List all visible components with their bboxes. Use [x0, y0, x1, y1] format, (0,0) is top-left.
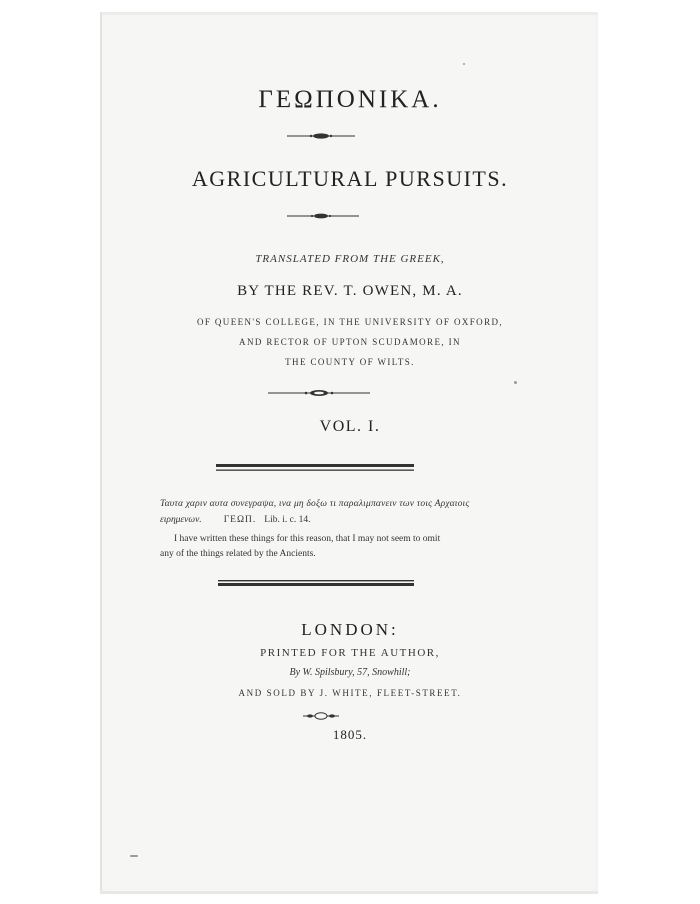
epigraph-greek-line-2: [160, 512, 486, 528]
page-top-edge: [100, 12, 598, 15]
translator: BY THE REV. T. OWEN, M. A.: [237, 283, 463, 299]
paper-speck: [514, 381, 517, 384]
book-page: [100, 12, 598, 894]
double-rule: [216, 464, 414, 474]
epigraph-greek-line-1: Ταυτα χαριν αυτα συνεγραψα, ινα μη δοξω τι παραλιμπανειν των τοις Αρχαιοις: [160, 499, 470, 509]
epigraph-source-ref: ΓΕΩΠ.: [223, 515, 257, 525]
epigraph-english-line-1: I have written these things for this reason, that I may not seem to omit: [174, 534, 441, 544]
epigraph-source-location: Lib. i. c. 14.: [264, 515, 311, 525]
paper-speck: [130, 855, 138, 857]
page-bottom-edge: [100, 891, 598, 894]
printer: By W. Spilsbury, 57, Snowhill;: [289, 667, 411, 678]
affiliation-line-1: OF QUEEN'S COLLEGE, IN THE UNIVERSITY OF OXFORD,: [196, 317, 504, 327]
publication-place: LONDON:: [301, 620, 399, 639]
english-title: AGRICULTURAL PURSUITS.: [191, 166, 509, 191]
ornament-divider: [287, 212, 359, 220]
epigraph-english-line-2: any of the things related by the Ancients.: [160, 549, 316, 559]
double-rule: [218, 580, 414, 588]
page-left-edge: [100, 12, 102, 894]
volume-number: VOL. I.: [319, 418, 381, 435]
publication-year: 1805.: [332, 727, 368, 742]
greek-title: ΓΕΩΠΟΝΙΚΑ.: [258, 86, 442, 113]
ornament-divider: [268, 388, 370, 398]
epigraph-greek-word: ειρημενων.: [160, 515, 202, 525]
translated-from: TRANSLATED FROM THE GREEK,: [255, 253, 445, 265]
seller: AND SOLD BY J. WHITE, FLEET-STREET.: [238, 688, 462, 698]
affiliation-line-3: THE COUNTY OF WILTS.: [285, 357, 415, 367]
printed-for: PRINTED FOR THE AUTHOR,: [260, 647, 440, 659]
epigraph-english: [160, 532, 490, 562]
ornament-divider: [287, 132, 355, 140]
affiliation-line-2: AND RECTOR OF UPTON SCUDAMORE, IN: [239, 337, 461, 347]
small-ornament: [301, 711, 341, 721]
paper-speck: [463, 63, 465, 65]
